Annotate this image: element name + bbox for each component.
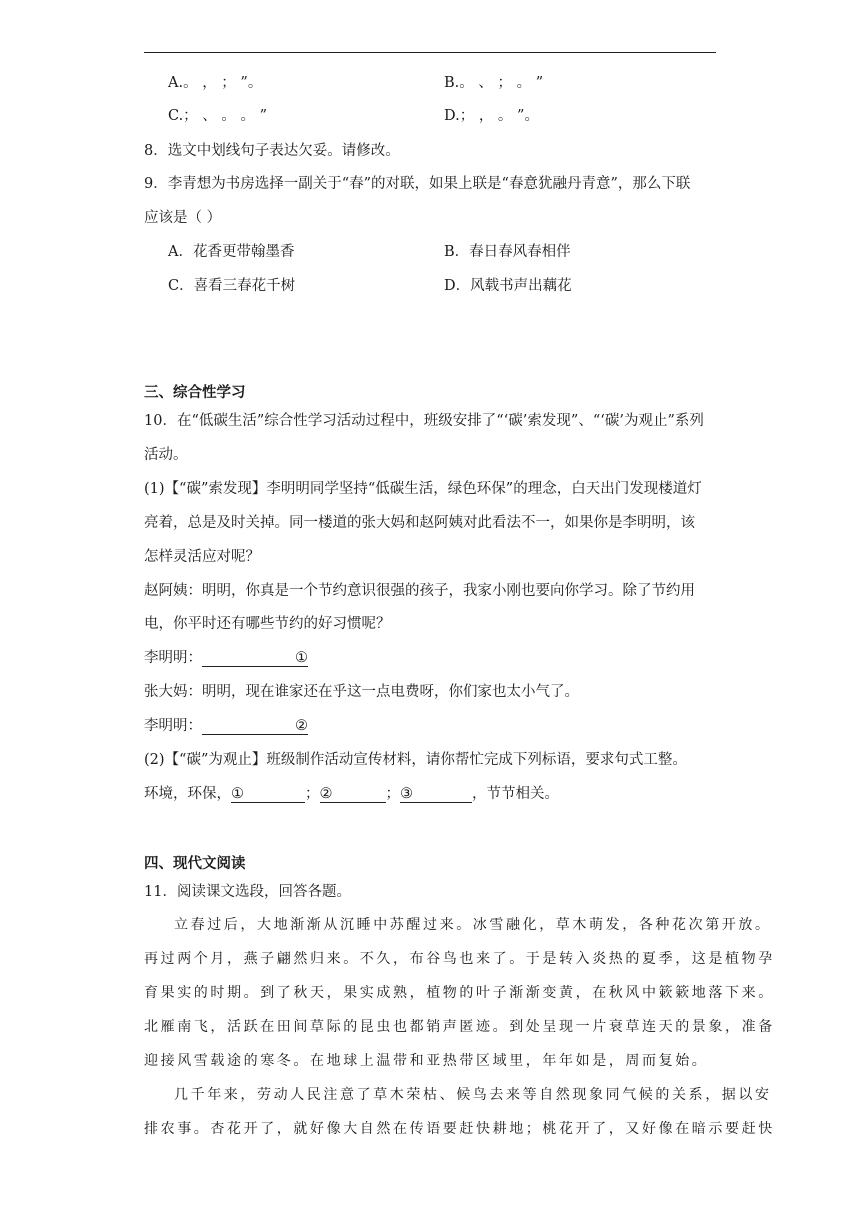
passage-para1-line4: 北雁南飞，活跃在田间草际的昆虫也都销声匿迹。到处呈现一片衰草连天的景象，准备 — [144, 1019, 775, 1035]
passage-para1-line2: 再过两个月，燕子翩然归来。不久，布谷鸟也来了。于是转入炎热的夏季，这是植物孕 — [144, 951, 775, 967]
speaker-label: 李明明： — [144, 650, 202, 666]
q10-part1-line3: 怎样灵活应对呢？ — [144, 549, 260, 565]
slogan-start: 环境，环保， — [144, 786, 231, 802]
dialogue-li-1 — [144, 649, 308, 667]
answer-blank-2[interactable]: ② — [202, 718, 308, 735]
question-8: 8．选文中划线句子表达欠妥。请修改。 — [144, 143, 400, 159]
question-9-stem: 9．李青想为书房选择一副关于“春”的对联，如果上联是“春意犹融丹青意”，那么下联 — [144, 176, 691, 192]
separator: ； — [385, 786, 400, 802]
passage-para2-line1: 几千年来，劳动人民注意了草木荣枯、候鸟去来等自然现象同气候的关系，据以安 — [174, 1087, 772, 1103]
separator: ； — [305, 786, 320, 802]
q7-option-c: C.； 、 。 。 ” — [168, 108, 268, 124]
q9-option-c: C．喜看三春花千树 — [168, 278, 296, 294]
passage-para1-line3: 育果实的时期。到了秋天，果实成熟，植物的叶子渐渐变黄，在秋风中簌簌地落下来。 — [144, 985, 775, 1001]
dialogue-li-2 — [144, 717, 308, 735]
question-11-stem: 11．阅读课文选段，回答各题。 — [144, 884, 351, 900]
passage-para1-line5: 迎接风雪载途的寒冬。在地球上温带和亚热带区域里，年年如是，周而复始。 — [144, 1053, 709, 1069]
header-rule — [144, 52, 716, 53]
answer-blank-1[interactable]: ① — [202, 650, 308, 667]
question-10-stem: 10．在“低碳生活”综合性学习活动过程中，班级安排了“‘碳’索发现”、“‘碳’为观止”系列 — [144, 413, 704, 429]
speaker-label: 李明明： — [144, 718, 202, 734]
slogan-line — [144, 785, 559, 803]
q7-option-d: D.； ， 。 ”。 — [444, 108, 539, 124]
q10-part1-line2: 亮着，总是及时关掉。同一楼道的张大妈和赵阿姨对此看法不一，如果你是李明明，该 — [144, 515, 695, 531]
q9-option-d: D．风载书声出藕花 — [444, 278, 572, 294]
passage-para1-line1: 立春过后，大地渐渐从沉睡中苏醒过来。冰雪融化，草木萌发，各种花次第开放。 — [174, 917, 772, 933]
q7-option-a: A.。 ， ； ”。 — [168, 75, 263, 91]
q7-option-b: B.。 、 ； 。 ” — [444, 75, 544, 91]
slogan-blank-2[interactable]: ② — [320, 786, 386, 803]
q10-part1-line1: (1)【“碳”索发现】李明明同学坚持“低碳生活，绿色环保”的理念，白天出门发现楼道灯 — [144, 481, 702, 497]
passage-para2-line2: 排农事。杏花开了，就好像大自然在传语要赶快耕地；桃花开了，又好像在暗示要赶快 — [144, 1121, 775, 1137]
dialogue-zhao-line2: 电，你平时还有哪些节约的好习惯呢？ — [144, 616, 391, 632]
dialogue-zhao-line1: 赵阿姨：明明，你真是一个节约意识很强的孩子，我家小刚也要向你学习。除了节约用 — [144, 583, 695, 599]
slogan-blank-1[interactable]: ① — [231, 786, 305, 803]
q9-option-b: B．春日春风春相伴 — [444, 244, 571, 260]
question-9-stem-cont: 应该是（ ） — [144, 210, 222, 226]
dialogue-zhang: 张大妈：明明，现在谁家还在乎这一点电费呀，你们家也太小气了。 — [144, 684, 579, 700]
section-3-heading: 三、综合性学习 — [144, 385, 246, 401]
question-10-stem-cont: 活动。 — [144, 447, 188, 463]
slogan-blank-3[interactable]: ③ — [400, 786, 472, 803]
q9-option-a: A．花香更带翰墨香 — [168, 244, 295, 260]
section-4-heading: 四、现代文阅读 — [144, 856, 246, 872]
q10-part2: (2)【“碳”为观止】班级制作活动宣传材料，请你帮忙完成下列标语，要求句式工整。 — [144, 752, 687, 768]
slogan-end: ，节节相关。 — [472, 786, 559, 802]
